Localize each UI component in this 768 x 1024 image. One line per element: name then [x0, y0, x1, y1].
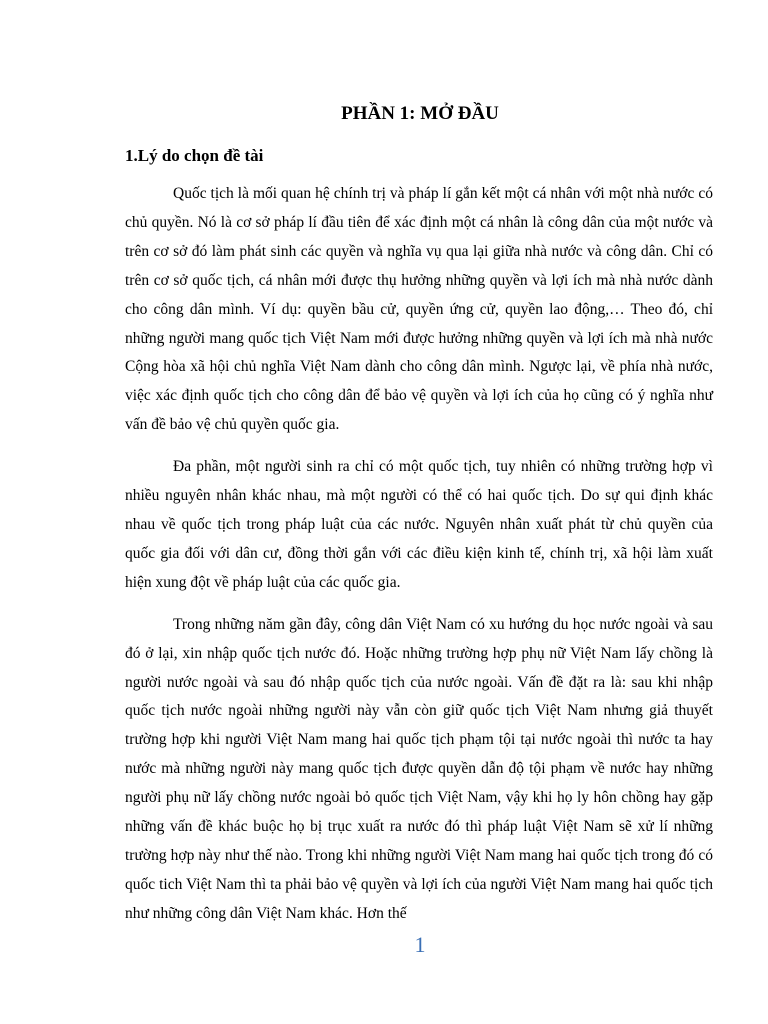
paragraph-1: Quốc tịch là mối quan hệ chính trị và pháp lí gắn kết một cá nhân với một nhà nước có chủ quyền. Nó là cơ sở pháp lí đầu tiên để xác định một cá nhân là công dân của một nước và trên cơ sở đó làm phát sinh các quyền và nghĩa vụ qua lại giữa nhà nước và công dân. Chỉ có trên cơ sở quốc tịch, cá nhân mới được thụ hưởng những quyền và lợi ích mà nhà nước dành cho công dân mình. Ví dụ: quyền bầu cử, quyền ứng cử, quyền lao động,… Theo đó, chỉ những người mang quốc tịch Việt Nam mới được hưởng những quyền và lợi ích mà nhà nước Cộng hòa xã hội chủ nghĩa Việt Nam dành cho công dân mình. Ngược lại, về phía nhà nước, việc xác định quốc tịch cho công dân để bảo vệ quyền và lợi ích của họ cũng có ý nghĩa như vấn đề bảo vệ chủ quyền quốc gia. [125, 185, 713, 434]
page-title: PHẦN 1: MỞ ĐẦU [341, 103, 499, 124]
paragraph-3: Trong những năm gần đây, công dân Việt Nam có xu hướng du học nước ngoài và sau đó ở lại, xin nhập quốc tịch nước đó. Hoặc những trường hợp phụ nữ Việt Nam lấy chồng là người nước ngoài và sau đó nhập quốc tịch của nước ngoài. Vấn đề đặt ra là: sau khi nhập quốc tịch nước ngoài những người này vẫn còn giữ quốc tịch Việt Nam nhưng giả thuyết trường hợp khi người Việt Nam mang hai quốc tịch phạm tội tại nước ngoài thì nước ta hay nước mà những người này mang quốc tịch được quyền dẫn độ tội phạm về nước hay những người phụ nữ lấy chồng nước ngoài bỏ quốc tịch Việt Nam, vậy khi họ ly hôn chồng hay gặp những vấn đề khác buộc họ bị trục xuất ra nước đó thì pháp luật Việt Nam sẽ xử lí những trường hợp này như thế nào. Trong khi những người Việt Nam mang hai quốc tịch trong đó có quốc tich Việt Nam thì ta phải bảo vệ quyền và lợi ích của người Việt Nam mang hai quốc tịch như những công dân Việt Nam khác. Hơn thế [125, 615, 713, 922]
section-heading: 1.Lý do chọn đề tài [125, 146, 264, 165]
document-body [125, 180, 713, 942]
paragraph-2: Đa phần, một người sinh ra chỉ có một quốc tịch, tuy nhiên có những trường hợp vì nhiều nguyên nhân khác nhau, mà một người có thể có hai quốc tịch. Do sự qui định khác nhau về quốc tịch trong pháp luật của các nước. Nguyên nhân xuất phát từ chủ quyền của quốc gia đối với dân cư, đồng thời gắn với các điều kiện kinh tế, chính trị, xã hội làm xuất hiện xung đột về pháp luật của các quốc gia. [125, 458, 713, 591]
page-number: 1 [414, 932, 426, 957]
